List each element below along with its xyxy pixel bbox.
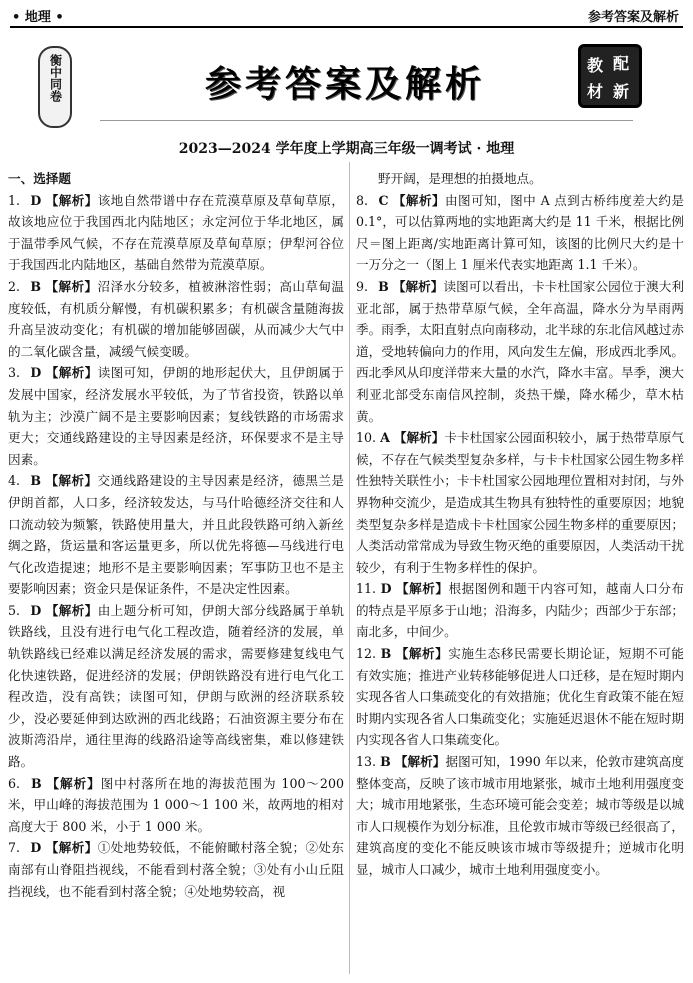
answer-item xyxy=(356,168,684,190)
item-number: 9. xyxy=(356,278,369,294)
item-tag: 【解析】 xyxy=(45,365,98,381)
item-number: 6. xyxy=(8,775,21,791)
item-text: 图中村落所在地的海拔范围为 100～200 米，甲山峰的海拔范围为 1 000～1 100 米，故两地的相对高度大于 800 米，小于 1 000 米。 xyxy=(8,775,344,834)
banner-title: 参考答案及解析 xyxy=(205,64,486,105)
item-answer: D xyxy=(30,602,42,618)
section-label: 参考答案及解析 xyxy=(587,10,679,25)
item-text: 读图可知，伊朗的地形起伏大，且伊朗属于发展中国家，经济发展水平较低，为了节省投资，铁路以单轨为主；沙漠广阔不是主要影响因素；复线铁路的市场需求更大；交通线路建设的主导因素是经济，环保要求不是主导因素。 xyxy=(8,365,345,467)
item-answer: B xyxy=(30,775,42,791)
item-tag: 【解析】 xyxy=(45,602,98,618)
title-banner xyxy=(0,38,693,130)
stamp-logo xyxy=(578,44,642,108)
item-text: 由上题分析可知，伊朗大部分线路属于单轨铁路线，且没有进行电气化工程改造，随着经济的发展，单轨铁路线已经难以满足经济发展的需求，需要修建复线电气化快速铁路，促进经济的发展；伊朗铁路没有进行电气化工程改造，没有高铁；读图可知，伊朗与欧洲的经济联系较少，没必要延伸到达欧洲的西北线路；石油资源主要分布在波斯湾沿岸，通往里海的线路沿途等高线密集，难以修建铁路。 xyxy=(8,602,345,770)
item-text: 卡卡杜国家公园面积较小，属于热带草原气候，不存在气候类型复杂多样，与卡卡杜国家公园生物多样性独特关联性小；卡卡杜国家公园地理位置相对封闭，与外界物种交流少，是造成其生物具有独特性的重要原因；地貌类型复杂多样是造成卡卡杜国家公园生物多样的重要原因；人类活动常常成为导致生物灭绝的重要原因，人类活动干扰较少，有利于生物多样性的保护。 xyxy=(356,430,685,575)
item-text: 读图可以看出，卡卡杜国家公园位于澳大利亚北部，属于热带草原气候，全年高温，降水分为旱雨两季。雨季，太阳直射点向南移动，北半球的东北信风越过赤道，受地转偏向力的作用，风向发生左偏，形成西北季风。西北季风从印度洋带来大量的水汽，降水丰富。旱季，澳大利亚北部受东南信风控制，炎热干燥，降水稀少，草木枯黄。 xyxy=(356,278,684,424)
answer-item xyxy=(8,470,344,600)
item-answer: D xyxy=(30,840,42,856)
seal-logo xyxy=(38,46,72,128)
item-answer: B xyxy=(380,754,391,770)
header-rule xyxy=(10,26,683,28)
item-number: 3. xyxy=(8,365,21,381)
item-answer: B xyxy=(378,278,389,294)
answer-item xyxy=(356,190,684,276)
item-text: 由图可知，图中 A 点到古桥纬度差大约是 0.1°，可以估算两地的实地距离大约是 11 千米，根据比例尺＝图上距离/实地距离计算可知，该图的比例尺大约是十一万分之一（图上 1 厘米代表实地距离 1.1 千米）。 xyxy=(356,192,684,273)
item-answer: B xyxy=(30,278,42,294)
item-answer: D xyxy=(380,581,392,597)
item-tag: 【解析】 xyxy=(45,473,98,489)
item-tag: 【解析】 xyxy=(392,192,446,208)
answer-item xyxy=(356,751,684,881)
section-heading: 一、选择题 xyxy=(8,171,71,186)
item-answer: B xyxy=(30,473,42,489)
item-answer: B xyxy=(380,646,392,662)
item-text: 野开阔，是理想的拍摄地点。 xyxy=(378,171,542,186)
item-number: 8. xyxy=(356,192,369,208)
exam-title: 2023—2024 学年度上学期高三年级一调考试 · 地理 xyxy=(178,141,515,157)
banner-rule xyxy=(100,120,633,121)
item-tag: 【解析】 xyxy=(394,754,446,770)
right-column xyxy=(356,168,684,881)
subject-label: • 地理 • xyxy=(12,10,64,25)
seal-text: 衡中同卷 xyxy=(48,54,63,102)
answer-item xyxy=(356,643,684,751)
item-answer: D xyxy=(30,192,42,208)
answer-item xyxy=(356,427,684,578)
stamp-char-4: 新 xyxy=(613,82,630,101)
answer-item xyxy=(8,773,344,838)
item-number: 12. xyxy=(356,646,377,662)
answer-item xyxy=(8,600,344,773)
item-number: 4. xyxy=(8,473,21,489)
stamp-char-2: 配 xyxy=(613,54,630,73)
item-text: 沼泽水分较多，植被淋溶性弱；高山草甸温度较低，有机质分解慢，有机碳积累多；有机碳含量随海拔升高呈波动变化；有机碳的增加能够固碳，从而减少大气中的二氧化碳含量，减缓气候变暖。 xyxy=(8,278,344,359)
answer-item xyxy=(356,578,684,643)
item-tag: 【解析】 xyxy=(395,646,449,662)
item-number: 1. xyxy=(8,192,21,208)
item-number: 13. xyxy=(356,754,377,770)
item-tag: 【解析】 xyxy=(392,278,444,294)
stamp-char-3: 材 xyxy=(587,82,604,101)
left-column xyxy=(8,168,344,902)
item-tag: 【解析】 xyxy=(45,840,98,856)
column-divider xyxy=(349,162,350,974)
item-number: 7. xyxy=(8,840,21,856)
item-text: ①处地势较低，不能俯瞰村落全貌；②处东南部有山脊阻挡视线，不能看到村落全貌；③处有小山丘阻挡视线，也不能看到村落全貌；④处地势较高，视 xyxy=(8,840,345,899)
item-number: 10. xyxy=(356,430,377,446)
answer-item xyxy=(8,837,344,902)
item-number: 5. xyxy=(8,602,21,618)
item-answer: C xyxy=(378,192,389,208)
answer-item xyxy=(8,362,344,470)
item-tag: 【解析】 xyxy=(396,581,449,597)
item-tag: 【解析】 xyxy=(45,278,98,294)
item-number: 11. xyxy=(356,581,377,597)
item-tag: 【解析】 xyxy=(45,192,98,208)
item-answer: A xyxy=(380,430,390,446)
item-text: 交通线路建设的主导因素是经济，德黑兰是伊朗首都，人口多，经济较发达，与马什哈德经济交往和人口流动较为频繁，铁路使用量大，并且此段铁路可纳入新丝绸之路，货运量和客运量更多，所以优先将德—马线进行电气化改造提速；地形不是主要影响因素；军事防卫也不是主要影响因素；资金只是保证条件，不是决定性因素。 xyxy=(8,473,344,597)
item-text: 该地自然带谱中存在荒漠草原及草甸草原，故该地应位于我国西北内陆地区；永定河位于华北地区，属于温带季风气候，不存在荒漠草原及草甸草原；伊犁河谷位于我国西北内陆地区，基础自然带为荒漠草原。 xyxy=(8,192,345,273)
answer-item xyxy=(356,276,684,427)
answer-item xyxy=(8,276,344,362)
item-tag: 【解析】 xyxy=(393,430,445,446)
answer-item xyxy=(8,190,344,276)
stamp-char-1: 教 xyxy=(587,56,604,75)
item-number: 2. xyxy=(8,278,21,294)
item-answer: D xyxy=(30,365,42,381)
item-text: 实施生态移民需要长期论证，短期不可能有效实施；推进产业转移能够促进人口迁移，是在短时期内实现各省人口集疏变化的有效措施；优化生育政策不能在短时期内实现各省人口集疏变化；实施延迟退休不能在短时期内实现各省人口集疏变化。 xyxy=(356,646,684,748)
item-text: 据图可知，1990 年以来，伦敦市建筑高度整体变高，反映了该市城市用地紧张，城市土地利用强度变大；城市用地紧张，生态环境可能会变差；城市等级是以城市人口规模作为划分标准，且伦敦市城市等级已经很高了，建筑高度的变化不能反映该市城市等级提升；逆城市化明显，城市人口减少，城市土地利用强度变小。 xyxy=(356,754,684,877)
page-header xyxy=(0,0,693,26)
item-text: 根据图例和题干内容可知，越南人口分布的特点是平原多于山地；沿海多，内陆少；西部少于东部；南北多，中间少。 xyxy=(356,581,685,640)
item-tag: 【解析】 xyxy=(46,775,101,791)
